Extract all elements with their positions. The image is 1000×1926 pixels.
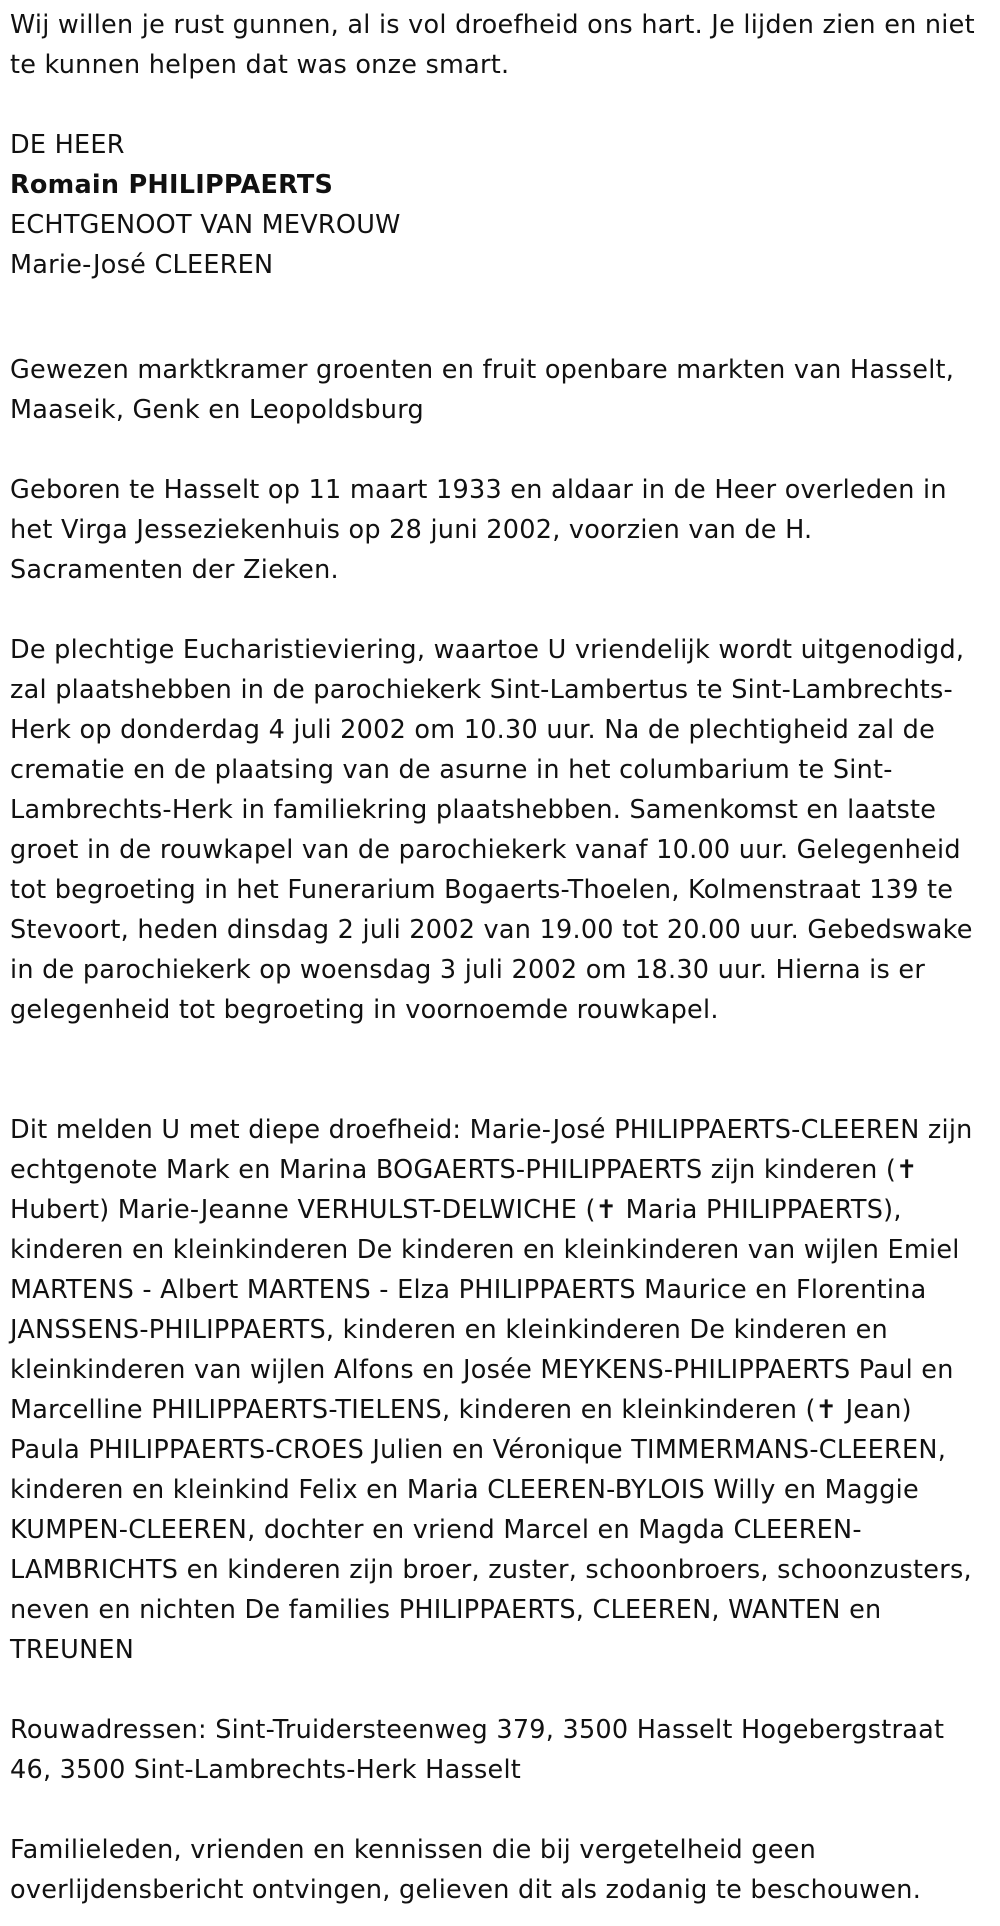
addresses-paragraph: Rouwadressen: Sint-Truidersteenweg 379, 3500 Hasselt Hogebergstraat 46, 3500 Sint-Lambrechts-Herk Hasselt	[10, 1715, 945, 1785]
family-paragraph: Dit melden U met diepe droefheid: Marie-José PHILIPPAERTS-CLEEREN zijn echtgenote Mark en Marina BOGAERTS-PHILIPPAERTS zijn kinderen (✝ Hubert) Marie-Jeanne VERHULST-DELWICHE (✝ Maria PHILIPPAERTS), kinderen en kleinkinderen De kinderen en kleinkinderen van wijlen Emiel MARTENS - Albert MARTENS - Elza PHILIPPAERTS Maurice en Florentina JANSSENS-PHILIPPAERTS, kinderen en kleinkinderen De kinderen en kleinkinderen van wijlen Alfons en Josée MEYKENS-PHILIPPAERTS Paul en Marcelline PHILIPPAERTS-TIELENS, kinderen en kleinkinderen (✝ Jean) Paula PHILIPPAERTS-CROES Julien en Véronique TIMMERMANS-CLEEREN, kinderen en kleinkind Felix en Maria CLEEREN-BYLOIS Willy en Maggie KUMPEN-CLEEREN, dochter en vriend Marcel en Magda CLEEREN-LAMBRICHTS en kinderen zijn broer, zuster, schoonbroers, schoonzusters, neven en nichten De families PHILIPPAERTS, CLEEREN, WANTEN en TREUNEN	[10, 1115, 973, 1665]
spouse-name: Marie-José CLEEREN	[10, 250, 274, 280]
honorific-title: DE HEER	[10, 130, 125, 160]
closing-note: Familieleden, vrienden en kennissen die bij vergetelheid geen overlijdensbericht ontvingen, gelieven dit als zodanig te beschouwen.	[10, 1835, 922, 1905]
spouse-label: ECHTGENOOT VAN MEVROUW	[10, 210, 401, 240]
deceased-name: Romain PHILIPPAERTS	[10, 170, 334, 200]
opening-quote: Wij willen je rust gunnen, al is vol droefheid ons hart. Je lijden zien en niet te kunnen helpen dat was onze smart.	[10, 10, 975, 80]
birth-death-paragraph: Geboren te Hasselt op 11 maart 1933 en aldaar in de Heer overleden in het Virga Jesseziekenhuis op 28 juni 2002, voorzien van de H. Sacramenten der Zieken.	[10, 475, 947, 585]
ceremony-paragraph: De plechtige Eucharistieviering, waartoe U vriendelijk wordt uitgenodigd, zal plaatshebben in de parochiekerk Sint-Lambertus te Sint-Lambrechts-Herk op donderdag 4 juli 2002 om 10.30 uur. Na de plechtigheid zal de crematie en de plaatsing van de asurne in het columbarium te Sint-Lambrechts-Herk in familiekring plaatshebben. Samenkomst en laatste groet in de rouwkapel van de parochiekerk vanaf 10.00 uur. Gelegenheid tot begroeting in het Funerarium Bogaerts-Thoelen, Kolmenstraat 139 te Stevoort, heden dinsdag 2 juli 2002 van 19.00 tot 20.00 uur. Gebedswake in de parochiekerk op woensdag 3 juli 2002 om 18.30 uur. Hierna is er gelegenheid tot begroeting in voornoemde rouwkapel.	[10, 635, 973, 1025]
occupation-paragraph: Gewezen marktkramer groenten en fruit openbare markten van Hasselt, Maaseik, Genk en Leopoldsburg	[10, 355, 955, 425]
deceased-header	[10, 125, 985, 285]
